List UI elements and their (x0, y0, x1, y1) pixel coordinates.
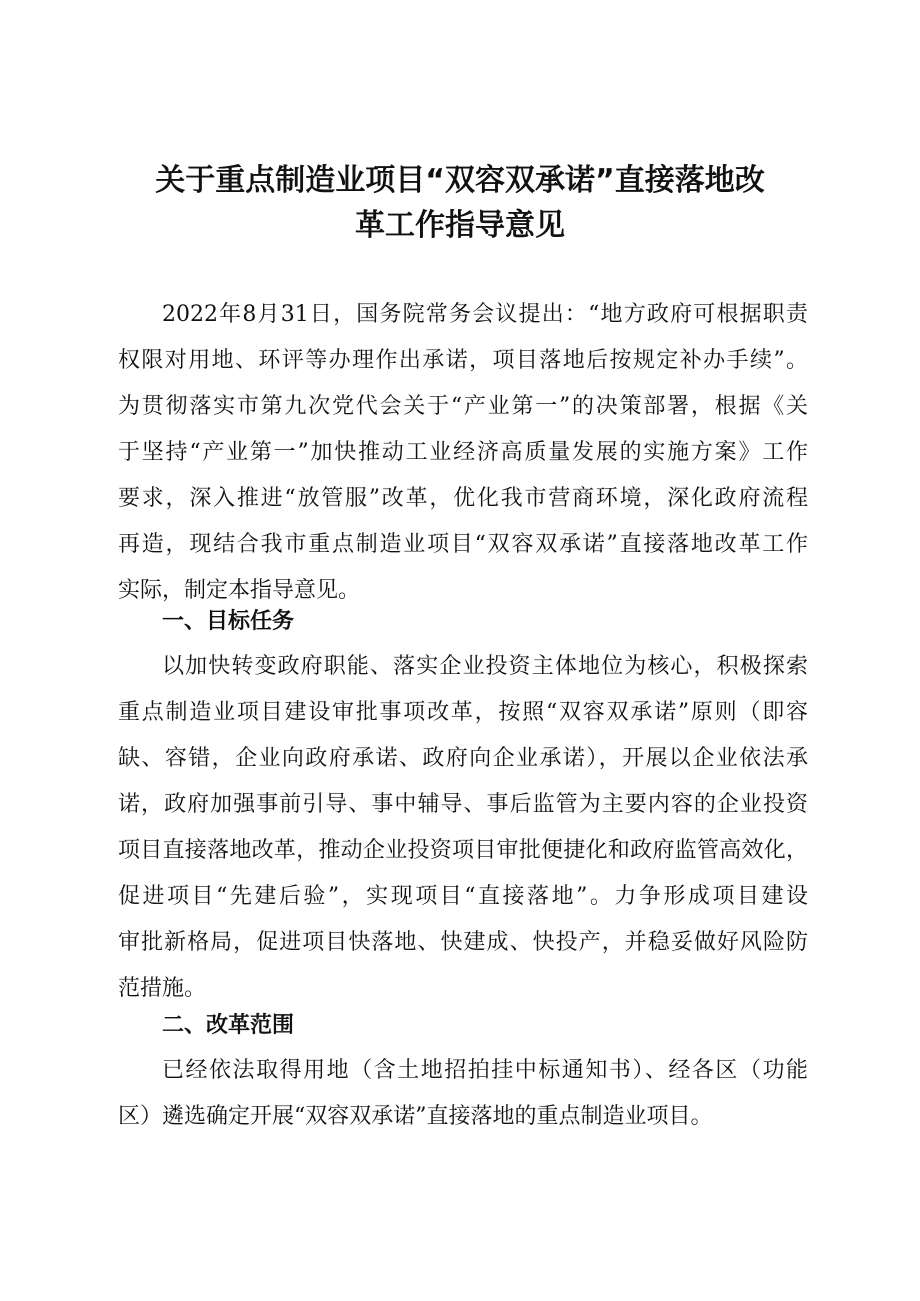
paragraph-line: 于坚持“产业第一”加快推动工业经济高质量发展的实施方案》工作 (118, 440, 808, 465)
paragraph-line: 审批新格局，促进项目快落地、快建成、快投产，并稳妥做好风险防 (118, 930, 808, 955)
paragraph-line: 已经依法取得用地（含土地招拍挂中标通知书）、经各区（功能 (162, 1058, 808, 1083)
paragraph-line: 权限对用地、环评等办理作出承诺，项目落地后按规定补办手续”。 (118, 348, 808, 373)
paragraph-line: 范措施。 (118, 976, 207, 1001)
section-heading-goals: 一、目标任务 (162, 608, 295, 634)
paragraph-background (118, 292, 808, 614)
paragraph-goals (118, 644, 808, 1012)
paragraph-line: 区）遴选确定开展“双容双承诺”直接落地的重点制造业项目。 (118, 1104, 713, 1129)
paragraph-line: 2022年8月31日，国务院常务会议提出：“地方政府可根据职责 (162, 302, 808, 327)
paragraph-line: 缺、容错，企业向政府承诺、政府向企业承诺），开展以企业依法承 (118, 746, 808, 771)
paragraph-line: 诺，政府加强事前引导、事中辅导、事后监管为主要内容的企业投资 (118, 792, 808, 817)
paragraph-line: 以加快转变政府职能、落实企业投资主体地位为核心，积极探索 (162, 654, 808, 679)
document-title-line-2: 革工作指导意见 (355, 208, 565, 243)
document-title-line-1: 关于重点制造业项目“双容双承诺”直接落地改 (155, 163, 765, 198)
paragraph-scope (118, 1048, 808, 1140)
paragraph-line: 重点制造业项目建设审批事项改革，按照“双容双承诺”原则（即容 (118, 700, 808, 725)
paragraph-line: 要求，深入推进“放管服”改革，优化我市营商环境，深化政府流程 (118, 486, 808, 511)
paragraph-line: 促进项目“先建后验”，实现项目“直接落地”。力争形成项目建设 (118, 884, 808, 909)
paragraph-line: 为贯彻落实市第九次党代会关于“产业第一”的决策部署，根据《关 (118, 394, 808, 419)
paragraph-line: 项目直接落地改革，推动企业投资项目审批便捷化和政府监管高效化， (118, 838, 808, 863)
paragraph-line: 再造，现结合我市重点制造业项目“双容双承诺”直接落地改革工作 (118, 532, 808, 557)
paragraph-line: 实际，制定本指导意见。 (118, 578, 361, 603)
section-heading-scope: 二、改革范围 (162, 1012, 295, 1038)
